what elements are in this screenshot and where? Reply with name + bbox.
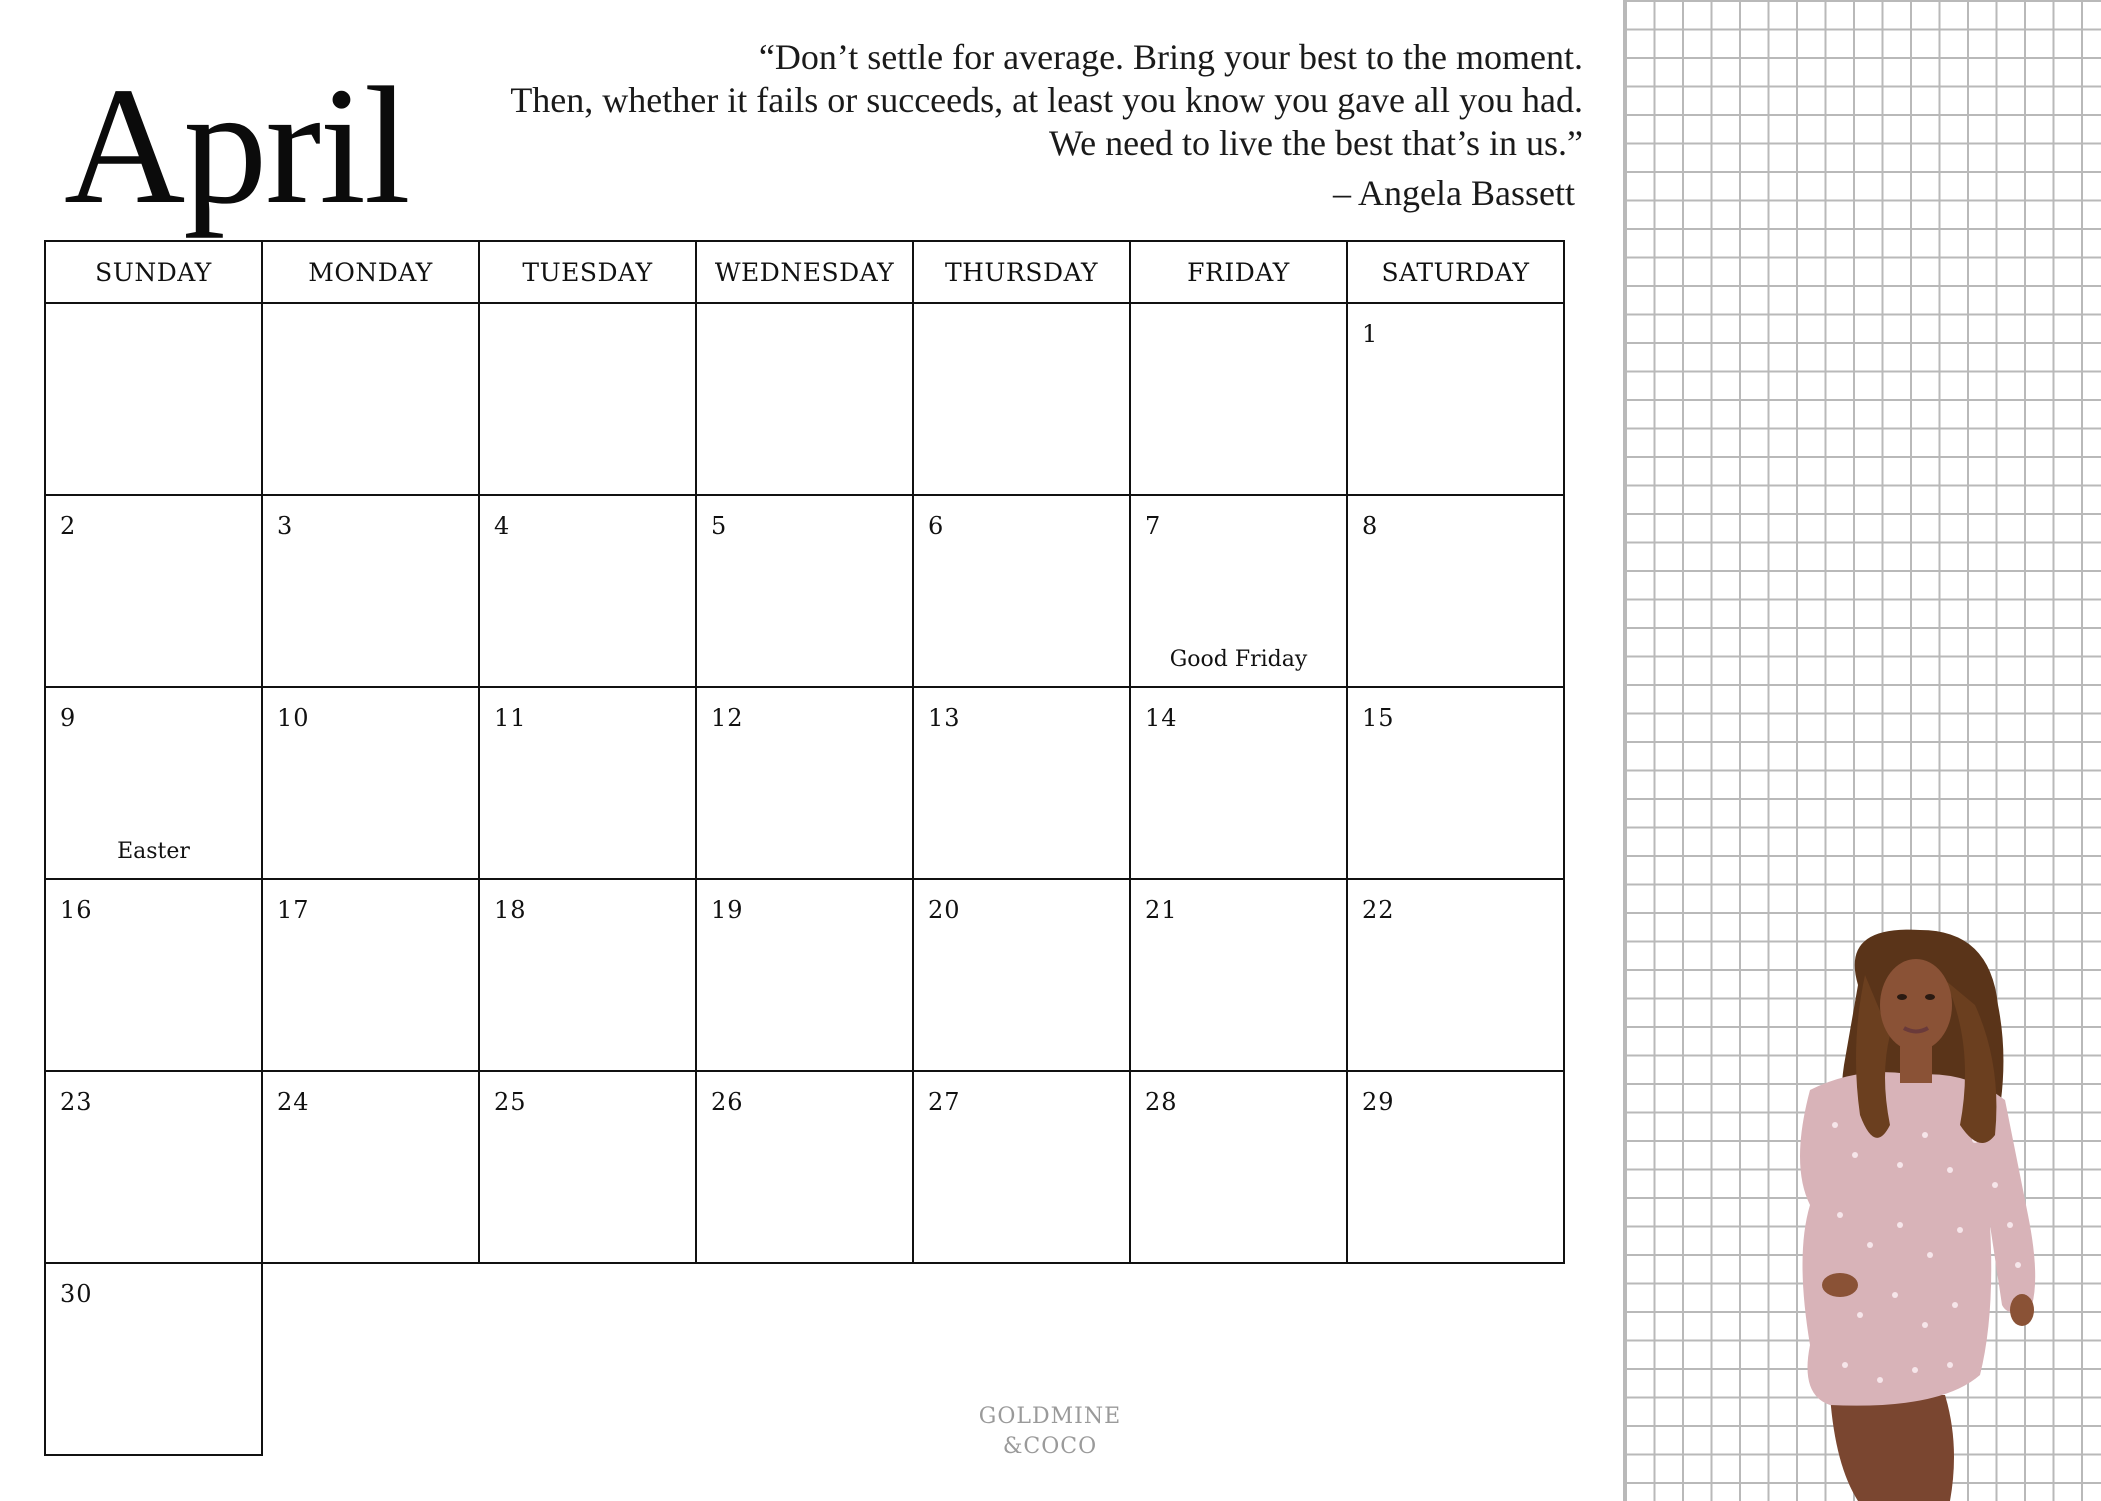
day-number: 27 [928, 1088, 961, 1116]
day-cell[interactable] [478, 302, 697, 496]
day-number: 22 [1362, 896, 1395, 924]
holiday-label: Good Friday [1169, 647, 1308, 672]
day-number: 10 [277, 704, 310, 732]
day-cell[interactable] [44, 1070, 263, 1264]
day-number: 23 [60, 1088, 93, 1116]
day-cell[interactable] [1346, 494, 1565, 688]
day-number: 13 [928, 704, 961, 732]
day-cell[interactable] [44, 686, 263, 880]
day-number: 24 [277, 1088, 310, 1116]
day-cell[interactable] [44, 1262, 263, 1456]
weekday-header: FRIDAY [1129, 240, 1348, 304]
weekday-header: SUNDAY [44, 240, 263, 304]
day-cell[interactable] [1129, 686, 1348, 880]
day-number: 12 [711, 704, 744, 732]
day-number: 3 [277, 512, 294, 540]
week-row [44, 1262, 1579, 1454]
day-number: 26 [711, 1088, 744, 1116]
day-number: 16 [60, 896, 93, 924]
week-row [44, 878, 1579, 1070]
day-number: 7 [1145, 512, 1162, 540]
holiday-label: Easter [117, 839, 190, 864]
day-cell[interactable] [1129, 1070, 1348, 1264]
day-number: 11 [494, 704, 527, 732]
day-cell[interactable] [478, 1070, 697, 1264]
day-number: 25 [494, 1088, 527, 1116]
empty-slot [261, 1262, 480, 1456]
day-cell[interactable] [1346, 686, 1565, 880]
day-cell[interactable] [695, 494, 914, 688]
day-cell[interactable] [695, 1070, 914, 1264]
week-row [44, 686, 1579, 878]
weekday-header: TUESDAY [478, 240, 697, 304]
day-cell[interactable] [1346, 1070, 1565, 1264]
weekday-header: SATURDAY [1346, 240, 1565, 304]
day-cell[interactable] [912, 494, 1131, 688]
weekday-header: WEDNESDAY [695, 240, 914, 304]
calendar-grid [44, 240, 1579, 1454]
day-cell[interactable] [1129, 878, 1348, 1072]
day-cell[interactable] [912, 1070, 1131, 1264]
brand-logo [970, 1402, 1130, 1462]
day-cell[interactable] [478, 494, 697, 688]
day-cell[interactable] [695, 302, 914, 496]
day-cell[interactable] [695, 878, 914, 1072]
day-cell[interactable] [912, 878, 1131, 1072]
day-number: 20 [928, 896, 961, 924]
quote-line: We need to live the best that’s in us.” [1049, 123, 1583, 163]
day-cell[interactable] [261, 878, 480, 1072]
quote-attribution: – Angela Bassett [1333, 173, 1575, 213]
day-number: 30 [60, 1280, 93, 1308]
quote-line: “Don’t settle for average. Bring your best to the moment. [758, 37, 1583, 77]
day-cell[interactable] [478, 686, 697, 880]
day-number: 18 [494, 896, 527, 924]
day-number: 6 [928, 512, 945, 540]
day-cell[interactable] [44, 302, 263, 496]
weekday-header: MONDAY [261, 240, 480, 304]
day-cell[interactable] [44, 878, 263, 1072]
day-number: 14 [1145, 704, 1178, 732]
day-number: 28 [1145, 1088, 1178, 1116]
month-title: April [64, 53, 409, 239]
day-number: 21 [1145, 896, 1178, 924]
day-number: 1 [1362, 320, 1379, 348]
day-cell[interactable] [1346, 302, 1565, 496]
woman-illustration [1740, 925, 2100, 1501]
day-cell[interactable] [261, 686, 480, 880]
day-cell[interactable] [1129, 494, 1348, 688]
empty-slot [1346, 1262, 1565, 1456]
weekday-header-row [44, 240, 1579, 302]
day-number: 9 [60, 704, 77, 732]
day-cell[interactable] [478, 878, 697, 1072]
weekday-header: THURSDAY [912, 240, 1131, 304]
day-cell[interactable] [912, 686, 1131, 880]
day-cell[interactable] [261, 494, 480, 688]
day-cell[interactable] [261, 302, 480, 496]
day-cell[interactable] [912, 302, 1131, 496]
day-number: 4 [494, 512, 511, 540]
day-number: 5 [711, 512, 728, 540]
empty-slot [1129, 1262, 1348, 1456]
day-cell[interactable] [261, 1070, 480, 1264]
week-row [44, 494, 1579, 686]
day-number: 15 [1362, 704, 1395, 732]
quote-line: Then, whether it fails or succeeds, at least you know you gave all you had. [510, 80, 1583, 120]
week-row [44, 1070, 1579, 1262]
day-cell[interactable] [695, 686, 914, 880]
quote [333, 36, 1583, 165]
day-cell[interactable] [1346, 878, 1565, 1072]
week-row [44, 302, 1579, 494]
brand-line: &COCO [1002, 1434, 1098, 1459]
day-cell[interactable] [44, 494, 263, 688]
day-number: 8 [1362, 512, 1379, 540]
day-number: 17 [277, 896, 310, 924]
day-number: 2 [60, 512, 77, 540]
empty-slot [478, 1262, 697, 1456]
day-number: 29 [1362, 1088, 1395, 1116]
day-number: 19 [711, 896, 744, 924]
brand-line: GOLDMINE [978, 1404, 1122, 1429]
empty-slot [695, 1262, 914, 1456]
day-cell[interactable] [1129, 302, 1348, 496]
